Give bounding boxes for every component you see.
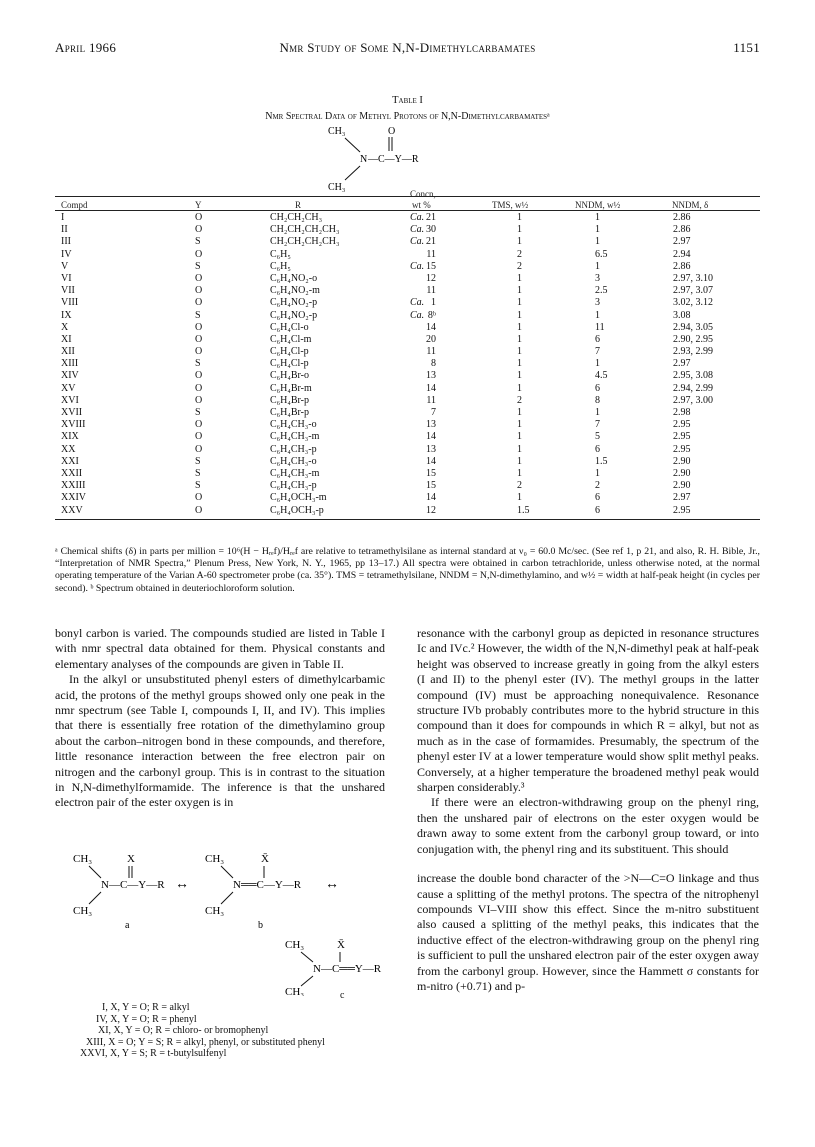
cell-r: C₆H₄Br-p — [270, 407, 309, 418]
cell-r: C₆H₄Cl-p — [270, 346, 309, 358]
cell-nndm-width: 4.5 — [595, 370, 608, 382]
table-row — [55, 334, 760, 346]
cell-nndm-delta: 2.94, 2.99 — [673, 382, 713, 394]
cell-nndm-width: 1 — [595, 467, 600, 479]
cell-nndm-width: 7 — [595, 346, 600, 358]
cell-concn-value: 14 — [426, 492, 436, 504]
b-ch3-bottom: CH₃ — [205, 905, 225, 917]
a-bond-top — [89, 866, 101, 878]
cell-nndm-delta: 2.97, 3.00 — [673, 394, 713, 406]
table-row — [55, 310, 760, 322]
c-bond-bottom — [301, 976, 313, 986]
table-row — [55, 249, 760, 261]
table-row — [55, 285, 760, 297]
cell-concn-value: 8ᵇ — [427, 309, 436, 321]
cell-tms: 1 — [517, 297, 522, 309]
cell-tms: 1 — [517, 358, 522, 370]
cell-concn-value: 11 — [426, 346, 436, 358]
cell-y: O — [195, 443, 203, 455]
cell-concn-value: 13 — [426, 419, 436, 431]
cell-r: C₆H₄OCH₃-p — [270, 504, 324, 516]
right-paragraph-3: increase the double bond character of the >N—C=O linkage and thus cause a splitting of the methyl protons. The spectra of the nitrophenyl compounds VI–VIII show this effect. Since the m-nitro substituent also caused a splitting of the methyl peaks, this indicates that the inductive effect of the electron-withdrawing group on the phenyl ring is sufficient to pull the unshared electron pair of the ester oxygen away from the carbonyl group. However, since the Hammett σ constants for m-nitro (+0.71) and p- — [417, 871, 759, 993]
cell-compd: VIII — [61, 297, 79, 309]
struct-bond-bottom — [345, 166, 360, 180]
cell-concn-approx: Ca. — [410, 224, 425, 236]
page-number: 1151 — [733, 40, 760, 55]
table-row — [55, 419, 760, 431]
cell-y: O — [195, 370, 203, 382]
cell-y: S — [195, 480, 201, 492]
table-row — [55, 212, 760, 224]
spacer — [417, 857, 759, 871]
header-concn: Concn, — [410, 189, 436, 199]
cell-compd: I — [61, 212, 65, 223]
cell-concn-approx: Ca. — [410, 212, 425, 223]
right-column — [417, 626, 759, 994]
cell-r: C₆H₄NO₂-o — [270, 272, 318, 284]
table-label: Table I — [392, 95, 423, 106]
header-r: R — [295, 200, 302, 210]
cell-tms: 1 — [517, 321, 522, 333]
cell-y: S — [195, 309, 201, 321]
cell-nndm-width: 6 — [595, 504, 600, 516]
cell-compd: XVII — [61, 407, 83, 418]
cell-r: C₆H₄Br-p — [270, 394, 309, 406]
cell-compd: IX — [61, 309, 72, 321]
cell-r: C₆H₄CH₃-m — [270, 431, 320, 443]
cell-y: S — [195, 467, 201, 479]
carbamate-structure — [300, 122, 500, 197]
table-caption: Nmr Spectral Data of Methyl Protons of N,N-Dimethylcarbamatesᵃ — [265, 111, 550, 122]
table-row — [55, 468, 760, 480]
table-row — [55, 505, 760, 517]
a-ch3-top: CH₃ — [73, 853, 93, 865]
right-paragraph-2: If there were an electron-withdrawing group on the phenyl ring, then the unshared pair of electrons on the ester oxygen would be drawn away to some extent from the carbonyl group toward, or into conjugation with, the phenyl ring and its substituent. This should — [417, 795, 759, 856]
table-row — [55, 224, 760, 236]
header-date: April 1966 — [55, 40, 117, 55]
cell-nndm-delta: 2.95, 3.08 — [673, 370, 713, 382]
cell-y: S — [195, 407, 201, 418]
cell-nndm-width: 8 — [595, 394, 600, 406]
cell-concn-value: 15 — [426, 260, 436, 272]
cell-r: C₆H₄Cl-m — [270, 333, 312, 345]
b-ch3-top: CH₃ — [205, 853, 225, 865]
cell-tms: 1 — [517, 455, 522, 467]
cell-nndm-width: 1 — [595, 236, 600, 248]
cell-tms: 1 — [517, 443, 522, 455]
cell-nndm-delta: 2.94, 3.05 — [673, 321, 713, 333]
cell-y: O — [195, 212, 203, 223]
cell-concn-value: 8 — [431, 358, 436, 370]
header-tms: TMS, w½ — [492, 200, 529, 210]
cell-compd: XII — [61, 346, 75, 358]
label-c: c — [340, 990, 345, 1001]
cell-concn-approx: Ca. — [410, 297, 425, 309]
cell-r: CH₂CH₂CH₂CH₃ — [270, 224, 340, 236]
compound-definitions — [80, 1002, 325, 1060]
cell-nndm-width: 2 — [595, 480, 600, 492]
left-column — [55, 626, 385, 811]
cell-concn-value: 30 — [426, 224, 436, 236]
cell-r: C₆H₄NO₂-p — [270, 297, 318, 309]
cell-r: C₆H₅ — [270, 260, 291, 272]
left-paragraph-1: bonyl carbon is varied. The compounds studied are listed in Table I with nmr spectral data obtained for them. Physical constants and elementary analyses of the compounds are given in Table II. — [55, 626, 385, 671]
cell-nndm-width: 6 — [595, 492, 600, 504]
left-paragraph-2: In the alkyl or unsubstituted phenyl esters of dimethylcarbamic acid, the protons of the methyl groups showed only one peak in the nmr spectrum (see Table I, compounds I, II, and IV). This implies that there is essentially free rotation of the dimethylamino group about the carbon–nitrogen bond in these compounds, and therefore, little resonance interaction between the free electron pair on nitrogen and the carbonyl group. This is in contrast to the situation in N,N-dimethylformamide. The inference is that the unshared electron pair of the ester oxygen is in — [55, 672, 385, 810]
b-middle: N══C—Y—R — [233, 879, 302, 891]
cell-compd: V — [61, 260, 69, 272]
cell-r: C₆H₄Cl-o — [270, 321, 309, 333]
b-bond-top — [221, 866, 233, 878]
table-row — [55, 383, 760, 395]
table-footnote: ᵃ Chemical shifts (δ) in parts per million = 10⁶(H − Hᵣₑf)/Hᵣₑf are relative to tetramethylsilane as internal standard at ν₀ = 60.0 Mc/sec. (See ref 1, p 21, and also, R. H. Bible, Jr., “Interpretation of NMR Spectra,” Plenum Press, New York, N. Y., 1965, pp 13–17.) All spectra were obtained in carbon tetrachloride, unless otherwise noted, at the normal operating temperature of the Varian A-60 spectrometer probe (ca. 35°). TMS = tetramethylsilane, NNDM = N,N-dimethylamino, and w½ = width at half-peak height (in cycles per second). ᵇ Spectrum obtained in deuteriochloroform solution. — [55, 546, 760, 594]
b-bond-bottom — [221, 892, 233, 904]
cell-nndm-delta: 2.97, 3.10 — [673, 272, 713, 284]
cell-compd: XIII — [61, 358, 79, 370]
cell-concn-value: 13 — [426, 443, 436, 455]
cell-nndm-width: 2.5 — [595, 285, 608, 297]
a-middle: N—C—Y—R — [101, 879, 165, 891]
cell-r: C₆H₄OCH₃-m — [270, 492, 327, 504]
cell-tms: 1 — [517, 492, 522, 504]
table-row — [55, 358, 760, 370]
cell-nndm-width: 6 — [595, 382, 600, 394]
right-paragraph-1: resonance with the carbonyl group as depicted in resonance structures Ic and IVc.² However, the width of the N,N-dimethyl peak at half-peak height was observed to increase greatly in going from the alkyl esters (I and II) to the phenyl ester (IV). The methyl groups in the latter compound (IV) must be approaching nonequivalence. Resonance structure IVb probably contributes more to the hybrid structure in this compound than it does for compounds in which R = alkyl, but not as much as in the case of formamides. Presumably, the spectrum of the phenyl ester IV at a lower temperature would show split methyl peaks. Conversely, at a higher temperature the broadened methyl peak would sharpen considerably.³ — [417, 626, 759, 795]
table-row — [55, 370, 760, 382]
a-x: X — [127, 853, 135, 865]
table-row — [55, 407, 760, 419]
struct-oxygen: O — [388, 126, 396, 137]
cell-nndm-width: 6.5 — [595, 248, 608, 260]
cell-tms: 1 — [517, 212, 522, 223]
cell-nndm-delta: 2.90, 2.95 — [673, 333, 713, 345]
cell-tms: 1 — [517, 346, 522, 358]
table-row — [55, 297, 760, 309]
table-row — [55, 346, 760, 358]
def-line: XIII, X = O; Y = S; R = alkyl, phenyl, or substituted phenyl — [86, 1036, 325, 1048]
cell-r: C₆H₄CH₃-p — [270, 480, 317, 492]
cell-nndm-delta: 2.97, 3.07 — [673, 285, 713, 297]
cell-nndm-delta: 2.95 — [673, 419, 691, 431]
cell-nndm-width: 1 — [595, 212, 600, 223]
cell-concn-value: 20 — [426, 333, 436, 345]
cell-y: O — [195, 248, 203, 260]
cell-tms: 2 — [517, 248, 522, 260]
table-bottom-rule — [55, 519, 760, 520]
cell-y: O — [195, 419, 203, 431]
table-row — [55, 236, 760, 248]
cell-y: O — [195, 431, 203, 443]
header-compd: Compd — [61, 200, 88, 210]
cell-tms: 2 — [517, 394, 522, 406]
cell-concn-value: 21 — [426, 212, 436, 223]
cell-concn-value: 12 — [426, 272, 436, 284]
cell-y: O — [195, 333, 203, 345]
cell-r: C₆H₄Br-o — [270, 370, 309, 382]
cell-compd: VII — [61, 285, 75, 297]
running-header — [55, 40, 760, 60]
cell-nndm-width: 3 — [595, 272, 600, 284]
cell-tms: 1 — [517, 309, 522, 321]
a-arrow: ↔ — [175, 877, 189, 892]
cell-nndm-delta: 2.98 — [673, 407, 691, 418]
cell-y: O — [195, 224, 203, 236]
cell-concn-value: 21 — [426, 236, 436, 248]
cell-nndm-delta: 3.02, 3.12 — [673, 297, 713, 309]
table-row — [55, 395, 760, 407]
cell-y: O — [195, 285, 203, 297]
cell-tms: 2 — [517, 260, 522, 272]
cell-compd: XVIII — [61, 419, 86, 431]
cell-nndm-delta: 2.90 — [673, 455, 691, 467]
cell-concn-value: 11 — [426, 285, 436, 297]
resonance-scheme — [55, 848, 415, 996]
cell-nndm-delta: 2.95 — [673, 504, 691, 516]
cell-concn-value: 14 — [426, 455, 436, 467]
struct-bond-top — [345, 138, 360, 152]
cell-nndm-delta: 2.93, 2.99 — [673, 346, 713, 358]
cell-nndm-width: 5 — [595, 431, 600, 443]
cell-concn-value: 1 — [431, 297, 436, 309]
cell-r: CH₂CH₂CH₃ — [270, 212, 323, 223]
cell-compd: XXIII — [61, 480, 86, 492]
cell-nndm-width: 11 — [595, 321, 605, 333]
cell-compd: XIV — [61, 370, 79, 382]
def-line: XXVI, X, Y = S; R = t-butylsulfenyl — [80, 1048, 227, 1059]
cell-y: S — [195, 455, 201, 467]
cell-r: C₆H₄NO₂-p — [270, 309, 318, 321]
header-y: Y — [195, 200, 202, 210]
cell-tms: 1 — [517, 370, 522, 382]
cell-compd: II — [61, 224, 68, 236]
cell-concn-value: 11 — [426, 394, 436, 406]
cell-compd: XIX — [61, 431, 79, 443]
struct-ch3-top: CH₃ — [328, 126, 346, 137]
cell-nndm-width: 1 — [595, 260, 600, 272]
struct-n: N — [360, 154, 368, 165]
cell-compd: XXII — [61, 467, 83, 479]
header-nndm-delta: NNDM, δ — [672, 200, 709, 210]
cell-nndm-delta: 2.95 — [673, 443, 691, 455]
cell-compd: XX — [61, 443, 76, 455]
cell-concn-approx: Ca. — [410, 309, 425, 321]
header-title: Nmr Study of Some N,N-Dimethylcarbamates — [279, 40, 536, 55]
cell-y: O — [195, 346, 203, 358]
cell-nndm-width: 6 — [595, 443, 600, 455]
c-ch3-top: CH₃ — [285, 939, 305, 951]
label-a: a — [125, 920, 130, 931]
table-row — [55, 492, 760, 504]
cell-tms: 1 — [517, 382, 522, 394]
cell-nndm-delta: 2.95 — [673, 431, 691, 443]
def-line: IV, X, Y = O; R = phenyl — [96, 1013, 197, 1025]
struct-ch3-bottom: CH₃ — [328, 182, 346, 193]
cell-compd: X — [61, 321, 69, 333]
cell-concn-value: 15 — [426, 467, 436, 479]
header-wt: wt % — [412, 200, 431, 210]
a-ch3-bottom: CH₃ — [73, 905, 93, 917]
cell-r: C₆H₄CH₃-m — [270, 467, 320, 479]
table-header-rule — [55, 210, 760, 211]
c-middle: N—C══Y—R — [313, 963, 382, 975]
cell-r: C₆H₄CH₃-o — [270, 419, 317, 431]
cell-tms: 1.5 — [517, 504, 530, 516]
cell-nndm-delta: 2.97 — [673, 236, 691, 248]
cell-r: C₆H₄Cl-p — [270, 358, 309, 370]
a-bond-bottom — [89, 892, 101, 904]
cell-compd: XXIV — [61, 492, 86, 504]
cell-y: O — [195, 297, 203, 309]
struct-rest: —C—Y—R — [368, 154, 419, 165]
c-bond-top — [301, 952, 313, 962]
table-row — [55, 322, 760, 334]
header-nndm-w: NNDM, w½ — [575, 200, 621, 210]
cell-nndm-delta: 2.86 — [673, 212, 691, 223]
cell-nndm-width: 3 — [595, 297, 600, 309]
cell-concn-value: 14 — [426, 431, 436, 443]
c-xbar: X̄ — [337, 939, 345, 951]
cell-compd: III — [61, 236, 71, 248]
cell-tms: 1 — [517, 236, 522, 248]
cell-nndm-delta: 2.90 — [673, 467, 691, 479]
cell-y: O — [195, 394, 203, 406]
cell-concn-approx: Ca. — [410, 236, 425, 248]
def-line: XI, X, Y = O; R = chloro- or bromophenyl — [98, 1025, 269, 1036]
b-arrow: ↔ — [325, 877, 339, 892]
cell-tms: 1 — [517, 224, 522, 236]
b-xbar: X̄ — [261, 853, 269, 865]
cell-nndm-width: 1 — [595, 407, 600, 418]
cell-compd: VI — [61, 272, 72, 284]
cell-concn-value: 12 — [426, 504, 436, 516]
cell-concn-value: 13 — [426, 370, 436, 382]
cell-nndm-width: 1 — [595, 309, 600, 321]
table-row — [55, 273, 760, 285]
cell-r: C₆H₄CH₃-o — [270, 455, 317, 467]
cell-nndm-width: 7 — [595, 419, 600, 431]
def-line: I, X, Y = O; R = alkyl — [102, 1002, 190, 1013]
cell-y: O — [195, 492, 203, 504]
cell-tms: 1 — [517, 467, 522, 479]
table-row — [55, 431, 760, 443]
cell-tms: 1 — [517, 419, 522, 431]
cell-nndm-width: 1 — [595, 358, 600, 370]
cell-r: CH₂CH₂CH₂CH₃ — [270, 236, 340, 248]
table-top-rule — [55, 196, 760, 197]
cell-compd: XXV — [61, 504, 83, 516]
label-b: b — [258, 920, 263, 931]
cell-r: C₆H₄Br-m — [270, 382, 312, 394]
cell-concn-value: 11 — [426, 248, 436, 260]
cell-tms: 1 — [517, 333, 522, 345]
table-body — [55, 212, 760, 517]
table-row — [55, 480, 760, 492]
cell-nndm-delta: 2.86 — [673, 260, 691, 272]
c-ch3-bottom: CH₃ — [285, 986, 305, 996]
cell-tms: 1 — [517, 431, 522, 443]
cell-concn-value: 14 — [426, 382, 436, 394]
cell-concn-value: 7 — [431, 407, 436, 418]
cell-nndm-delta: 2.90 — [673, 480, 691, 492]
cell-compd: XXI — [61, 455, 79, 467]
cell-y: O — [195, 504, 203, 516]
cell-r: C₆H₄NO₂-m — [270, 285, 320, 297]
cell-concn-approx: Ca. — [410, 260, 425, 272]
table-row — [55, 456, 760, 468]
cell-nndm-width: 6 — [595, 333, 600, 345]
cell-tms: 1 — [517, 285, 522, 297]
cell-tms: 1 — [517, 407, 522, 418]
cell-y: S — [195, 358, 201, 370]
cell-tms: 2 — [517, 480, 522, 492]
cell-r: C₆H₄CH₃-p — [270, 443, 317, 455]
cell-y: O — [195, 382, 203, 394]
cell-compd: XVI — [61, 394, 79, 406]
cell-nndm-width: 1 — [595, 224, 600, 236]
cell-concn-value: 14 — [426, 321, 436, 333]
cell-y: S — [195, 260, 201, 272]
cell-y: S — [195, 236, 201, 248]
cell-nndm-delta: 2.97 — [673, 492, 691, 504]
cell-nndm-width: 1.5 — [595, 455, 608, 467]
cell-concn-value: 15 — [426, 480, 436, 492]
cell-nndm-delta: 2.86 — [673, 224, 691, 236]
cell-nndm-delta: 2.97 — [673, 358, 691, 370]
cell-nndm-delta: 2.94 — [673, 248, 691, 260]
table-row — [55, 261, 760, 273]
cell-nndm-delta: 3.08 — [673, 309, 691, 321]
cell-compd: XI — [61, 333, 72, 345]
cell-compd: XV — [61, 382, 76, 394]
cell-tms: 1 — [517, 272, 522, 284]
cell-compd: IV — [61, 248, 72, 260]
cell-r: C₆H₅ — [270, 248, 291, 260]
table-row — [55, 444, 760, 456]
cell-y: O — [195, 321, 203, 333]
cell-y: O — [195, 272, 203, 284]
